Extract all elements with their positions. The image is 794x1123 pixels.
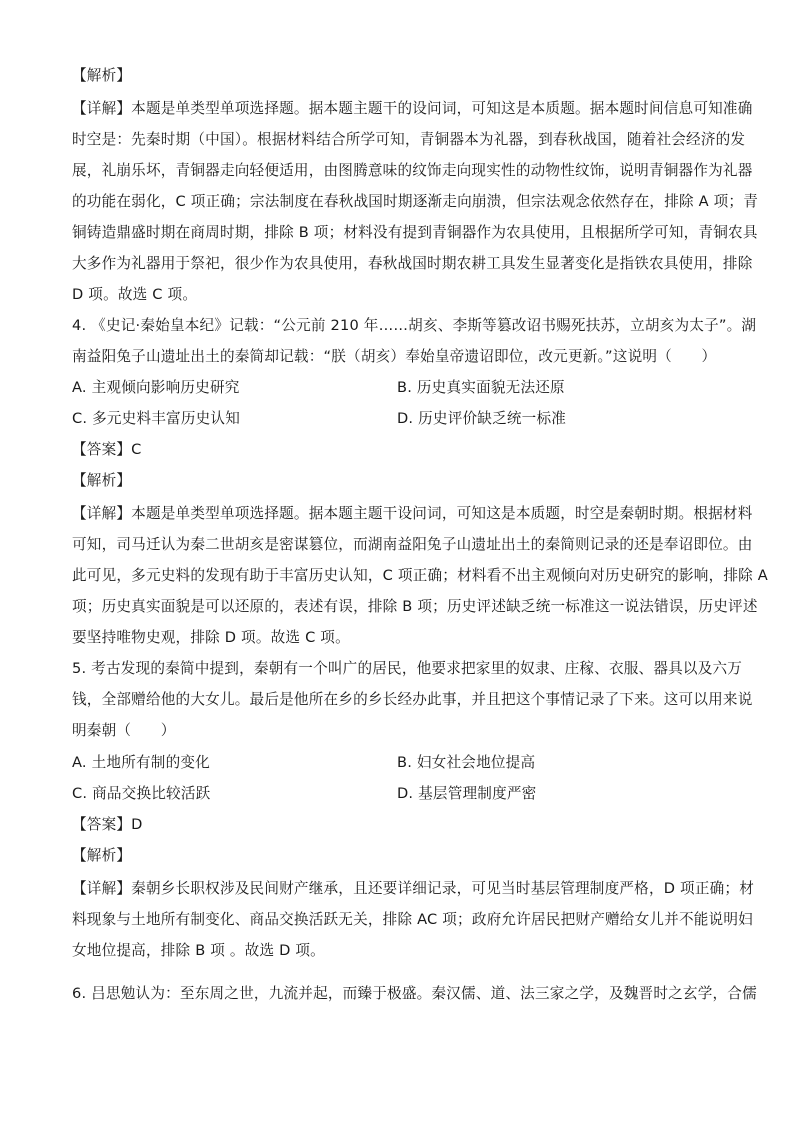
option-c: C. 多元史料丰富历史认知 xyxy=(72,410,241,427)
detail-line: 可知，司马迁认为秦二世胡亥是密谋篡位，而湖南益阳兔子山遗址出土的秦简则记录的还是奉诏即位。由 xyxy=(72,536,753,553)
analysis-tag: 【解析】 xyxy=(72,472,132,489)
analysis-tag: 【解析】 xyxy=(72,67,132,84)
detail-line: 铜铸造鼎盛时期在商周时期，排除 B 项；材料没有提到青铜器作为农具使用，且根据所学可知，青铜农具 xyxy=(72,224,758,241)
detail-line: 大多作为礼器用于祭祀，很少作为农具使用，春秋战国时期农耕工具发生显著变化是指铁农具使用，排除 xyxy=(72,255,753,272)
question-stem: 钱，全部赠给他的大女儿。最后是他所在乡的乡长经办此事，并且把这个事情记录了下来。这可以用来说 xyxy=(72,691,753,708)
question-stem: 4. 《史记·秦始皇本纪》记载：“公元前 210 年……胡亥、李斯等篡改诏书赐死扶苏，立胡亥为太子”。湖 xyxy=(72,317,757,334)
detail-line: 的功能在弱化，C 项正确；宗法制度在春秋战国时期逐渐走向崩溃，但宗法观念依然存在，排除 A 项；青 xyxy=(72,193,759,210)
detail-line: 展，礼崩乐坏，青铜器走向轻便适用，由图腾意味的纹饰走向现实性的动物性纹饰，说明青铜器作为礼器 xyxy=(72,162,753,179)
detail-line: 【详解】本题是单类型单项选择题。据本题主题干的设问词，可知这是本质题。据本题时间信息可知准确 xyxy=(72,100,753,117)
detail-line: 项；历史真实面貌是可以还原的，表述有误，排除 B 项；历史评述缺乏统一标准这一说法错误，历史评述 xyxy=(72,598,758,615)
answer-line: 【答案】D xyxy=(72,816,143,833)
detail-line: 【详解】本题是单类型单项选择题。据本题主题干设问词，可知这是本质题，时空是秦朝时期。根据材料 xyxy=(72,505,753,522)
question-stem: 南益阳兔子山遗址出土的秦简却记载：“朕（胡亥）奉始皇帝遗诏即位，改元更新。”这说明（ ） xyxy=(72,348,717,365)
detail-line: 要坚持唯物史观，排除 D 项。故选 C 项。 xyxy=(72,629,350,646)
option-a: A. 主观倾向影响历史研究 xyxy=(72,379,240,396)
detail-line: 【详解】秦朝乡长职权涉及民间财产继承，且还要详细记录，可见当时基层管理制度严格，D 项正确；材 xyxy=(72,880,754,897)
option-b: B. 历史真实面貌无法还原 xyxy=(397,379,565,396)
option-d: D. 基层管理制度严密 xyxy=(397,785,537,802)
question-stem: 5. 考古发现的秦简中提到，秦朝有一个叫广的居民，他要求把家里的奴隶、庄稼、衣服、器具以及六万 xyxy=(72,660,743,677)
detail-line: 女地位提高，排除 B 项 。故选 D 项。 xyxy=(72,942,325,959)
question-stem: 明秦朝（ ） xyxy=(72,722,176,739)
detail-line: 此可见，多元史料的发现有助于丰富历史认知，C 项正确；材料看不出主观倾向对历史研究的影响，排除 A xyxy=(72,567,768,584)
option-a: A. 土地所有制的变化 xyxy=(72,754,210,771)
option-c: C. 商品交换比较活跃 xyxy=(72,785,211,802)
detail-line: 时空是：先秦时期（中国）。根据材料结合所学可知，青铜器本为礼器，到春秋战国，随着社会经济的发 xyxy=(72,131,746,148)
option-b: B. 妇女社会地位提高 xyxy=(397,754,536,771)
detail-line: D 项。故选 C 项。 xyxy=(72,286,198,303)
detail-line: 料现象与土地所有制变化、商品交换活跃无关，排除 AC 项；政府允许居民把财产赠给女儿并不能说明妇 xyxy=(72,911,753,928)
option-d: D. 历史评价缺乏统一标准 xyxy=(397,410,567,427)
question-stem: 6. 吕思勉认为：至东周之世，九流并起，而臻于极盛。秦汉儒、道、法三家之学，及魏晋时之玄学，合儒 xyxy=(72,985,757,1002)
answer-line: 【答案】C xyxy=(72,441,142,458)
analysis-tag: 【解析】 xyxy=(72,847,132,864)
